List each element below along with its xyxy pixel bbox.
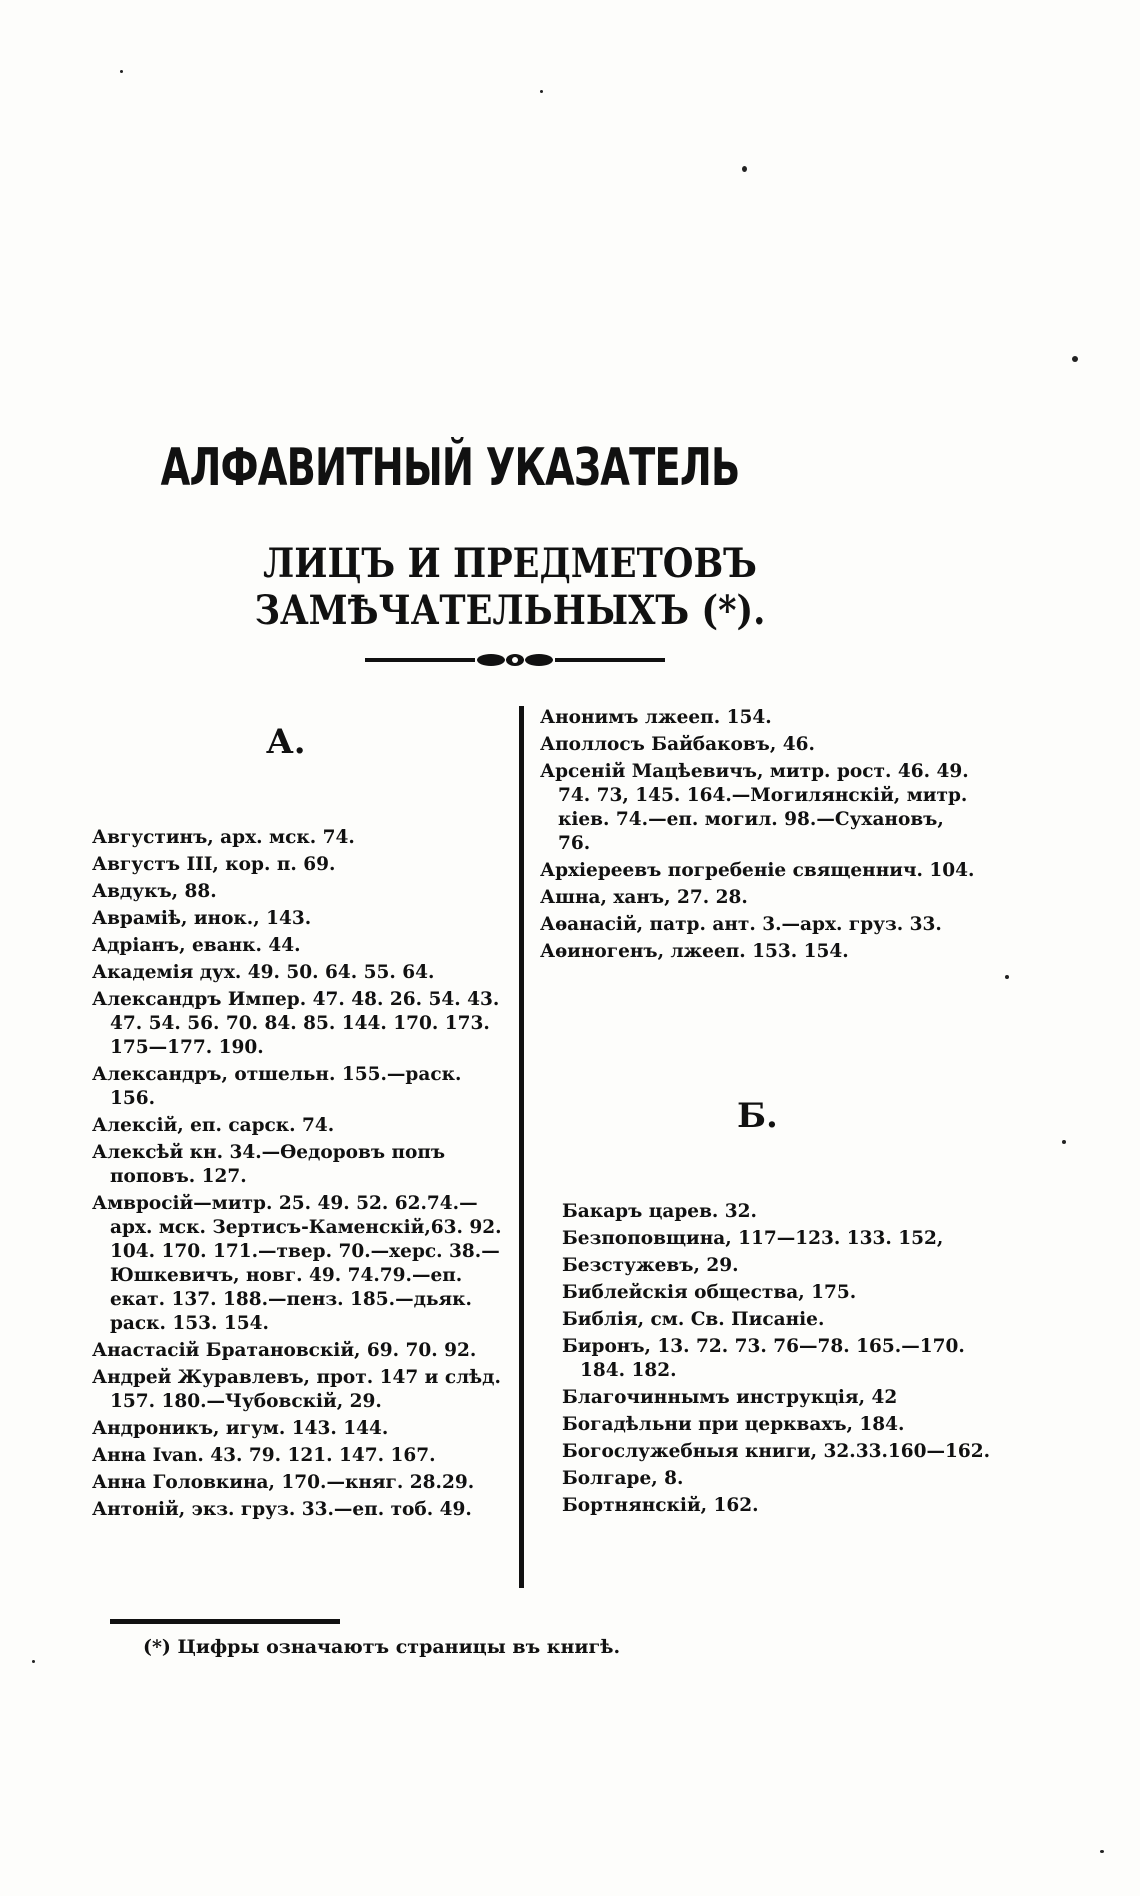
index-entry: Бакаръ царев. 32. bbox=[562, 1201, 757, 1222]
scan-speck bbox=[742, 166, 747, 172]
section-b-list bbox=[562, 1200, 992, 1521]
index-entry: Андрей Журавлевъ, прот. 147 и слѣд. 157. 180.—Чубовскій, 29. bbox=[92, 1367, 501, 1412]
index-entry: Болгаре, 8. bbox=[562, 1468, 684, 1489]
index-entry: Алексій, еп. сарск. 74. bbox=[92, 1115, 335, 1136]
section-a-list bbox=[92, 826, 512, 1525]
scan-speck bbox=[1100, 1850, 1104, 1853]
index-entry: Бортнянскій, 162. bbox=[562, 1495, 759, 1516]
index-entry: Библейскія общества, 175. bbox=[562, 1282, 857, 1303]
index-entry: Алексѣй кн. 34.—Ѳедоровъ попъ поповъ. 127. bbox=[92, 1142, 446, 1187]
index-entry: Андроникъ, игум. 143. 144. bbox=[92, 1418, 389, 1439]
index-entry: Аполлосъ Байбаковъ, 46. bbox=[540, 734, 815, 755]
index-entry: Богадѣльни при церквахъ, 184. bbox=[562, 1414, 905, 1435]
scan-speck bbox=[1072, 356, 1078, 362]
section-letter-b: Б. bbox=[737, 1096, 778, 1136]
index-subtitle: ЛИЦЪ И ПРЕДМЕТОВЪ ЗАМѢЧАТЕЛЬНЫХЪ (*). bbox=[254, 540, 766, 634]
index-entry: Анонимъ лжееп. 154. bbox=[540, 707, 772, 728]
index-entry: Арсеній Мацѣевичъ, митр. рост. 46. 49. 74. 73, 145. 164.—Могилянскій, митр. кіев. 74.—еп. могил. 98.—Сухановъ, 76. bbox=[540, 761, 969, 854]
index-entry: Александръ Импер. 47. 48. 26. 54. 43. 47. 54. 56. 70. 84. 85. 144. 170. 173. 175—177. 190. bbox=[92, 989, 500, 1058]
index-entry: Амвросій—митр. 25. 49. 52. 62.74.—арх. мск. Зертисъ-Каменскій,63. 92. 104. 170. 171.—твер. 70.—херс. 38.—Юшкевичъ, новг. 49. 74.79.—еп. екат. 137. 188.—пенз. 185.—дьяк. раск. 153. 154. bbox=[92, 1193, 502, 1334]
index-entry: Биронъ, 13. 72. 73. 76—78. 165.—170. 184. 182. bbox=[562, 1336, 965, 1381]
footnote-rule bbox=[110, 1619, 340, 1624]
index-entry: Архіереевъ погребеніе священнич. 104. bbox=[540, 860, 975, 881]
index-entry: Аѳиногенъ, лжееп. 153. 154. bbox=[540, 941, 849, 962]
index-entry: Августъ III, кор. п. 69. bbox=[92, 854, 336, 875]
scan-speck bbox=[540, 90, 543, 93]
index-entry: Благочиннымъ инструкція, 42 bbox=[562, 1387, 898, 1408]
index-entry: Авраміѣ, инок., 143. bbox=[92, 908, 312, 929]
index-entry: Анастасій Братановскій, 69. 70. 92. bbox=[92, 1340, 477, 1361]
index-entry: Богослужебныя книги, 32.33.160—162. bbox=[562, 1441, 991, 1462]
index-entry: Анна Ivan. 43. 79. 121. 147. 167. bbox=[92, 1445, 436, 1466]
scan-speck bbox=[1005, 975, 1009, 979]
column-divider bbox=[519, 706, 524, 1588]
index-entry: Авдукъ, 88. bbox=[92, 881, 217, 902]
scan-speck bbox=[1062, 1140, 1066, 1144]
ornament-divider bbox=[365, 652, 665, 668]
index-entry: Адріанъ, еванк. 44. bbox=[92, 935, 301, 956]
index-title: АЛФАВИТНЫЙ УКАЗАТЕЛЬ bbox=[160, 438, 740, 498]
index-entry: Александръ, отшельн. 155.—раск. 156. bbox=[92, 1064, 462, 1109]
index-entry: Антоній, экз. груз. 33.—еп. тоб. 49. bbox=[92, 1499, 472, 1520]
scan-speck bbox=[32, 1660, 35, 1663]
scan-speck bbox=[120, 70, 123, 73]
index-entry: Августинъ, арх. мск. 74. bbox=[92, 827, 355, 848]
index-entry: Безпоповщина, 117—123. 133. 152, bbox=[562, 1228, 944, 1249]
footnote: (*) Цифры означаютъ страницы въ книгѣ. bbox=[143, 1636, 621, 1658]
section-a-continued-list bbox=[540, 706, 980, 967]
index-entry: Аѳанасій, патр. ант. 3.—арх. груз. 33. bbox=[540, 914, 942, 935]
index-entry: Анна Головкина, 170.—княг. 28.29. bbox=[92, 1472, 475, 1493]
index-entry: Библія, см. Св. Писаніе. bbox=[562, 1309, 825, 1330]
index-entry: Безстужевъ, 29. bbox=[562, 1255, 739, 1276]
index-entry: Академія дух. 49. 50. 64. 55. 64. bbox=[92, 962, 435, 983]
index-entry: Ашна, ханъ, 27. 28. bbox=[540, 887, 748, 908]
section-letter-a: А. bbox=[266, 722, 306, 762]
